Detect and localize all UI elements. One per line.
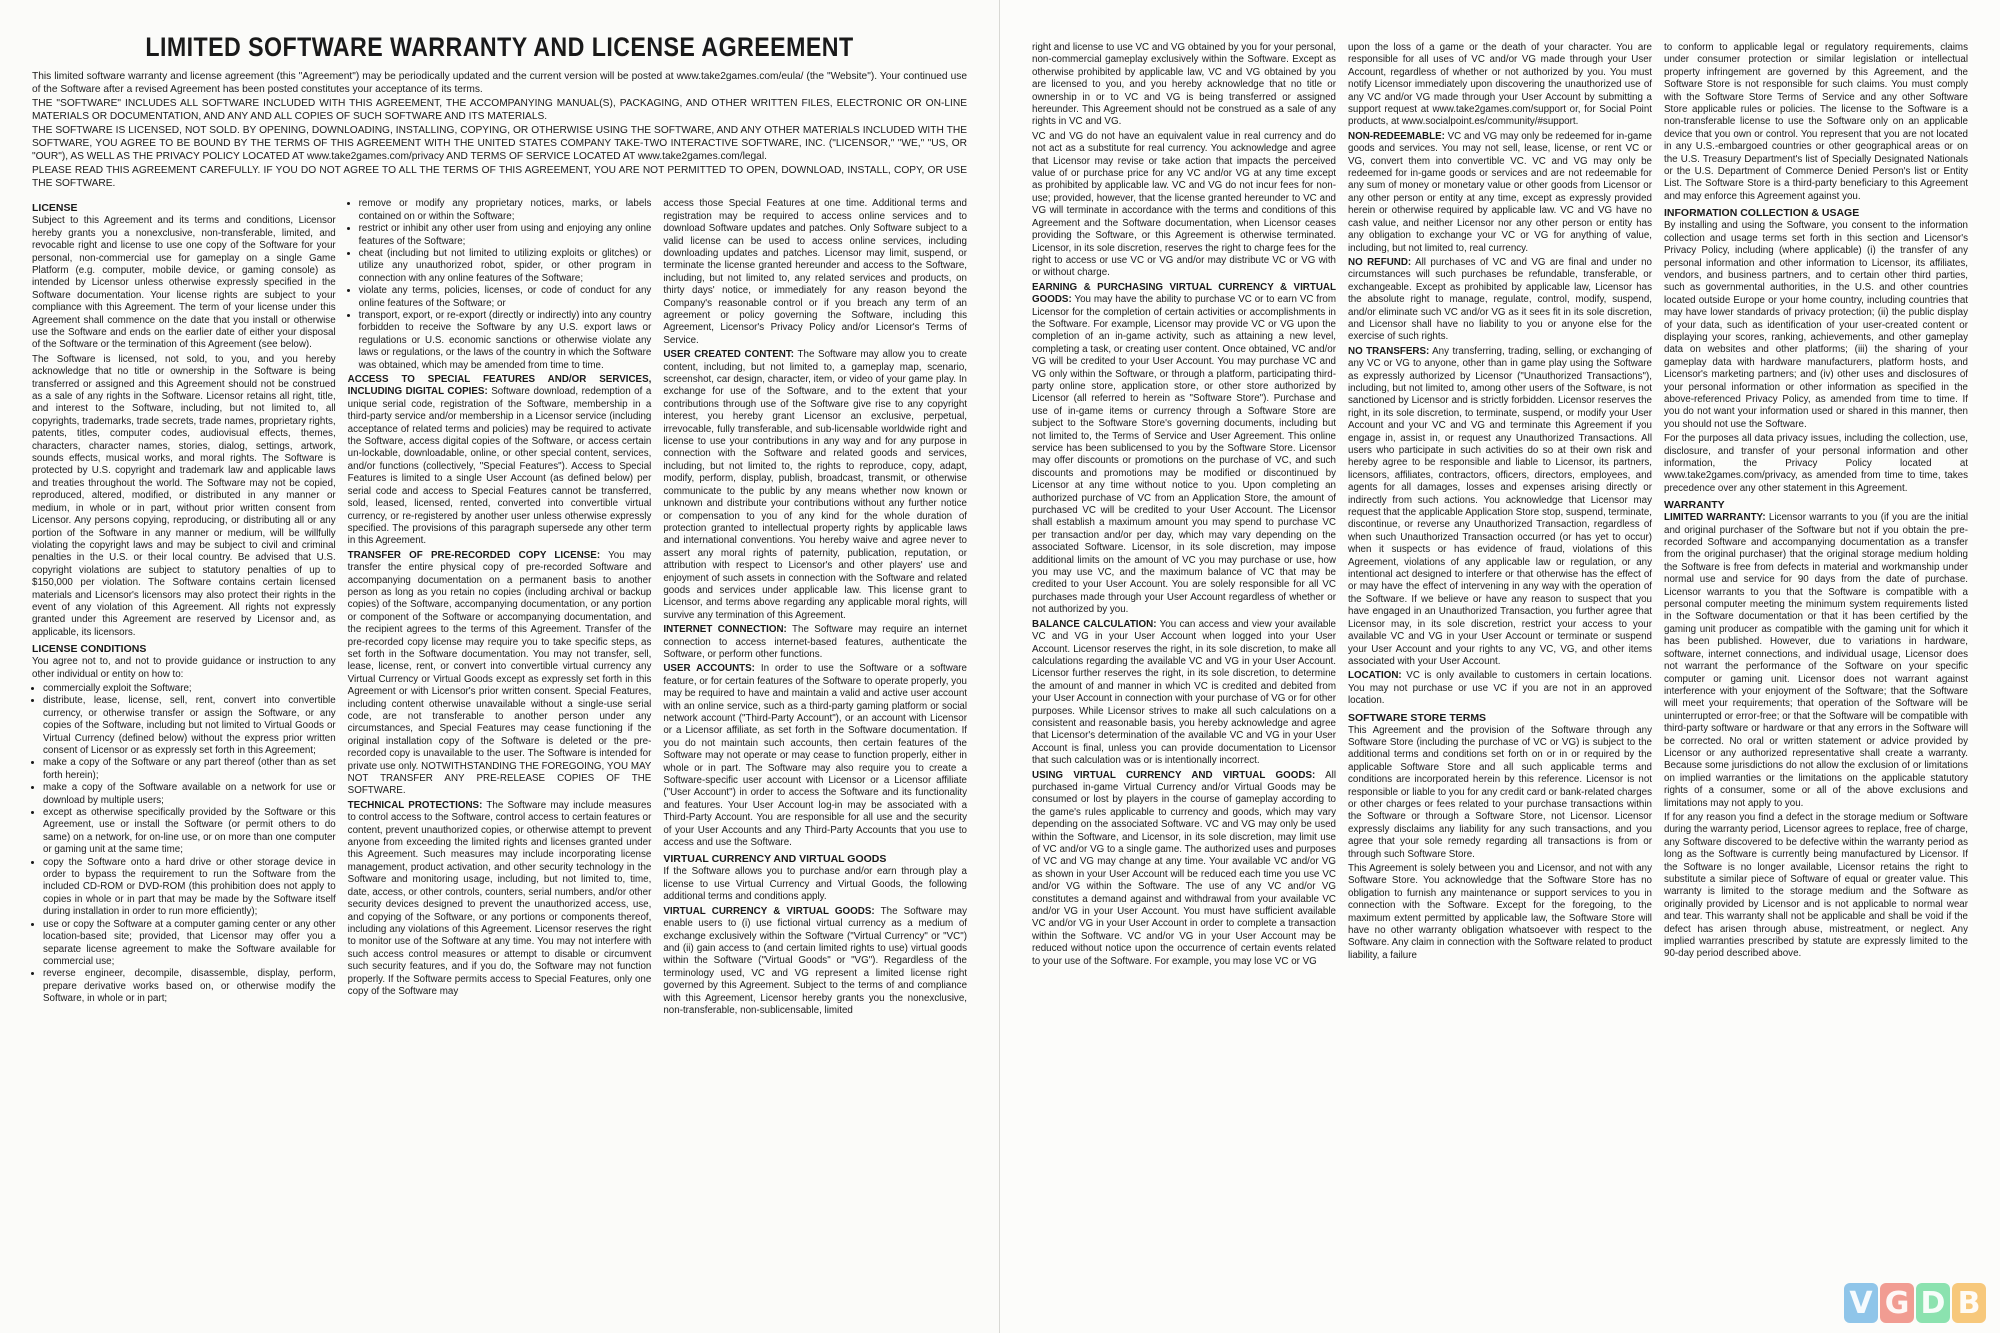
intro-paragraph: THE "SOFTWARE" INCLUDES ALL SOFTWARE INCLUDED WITH THIS AGREEMENT, THE ACCOMPANYING MANUAL(S), PACKAGING, AND OTHER WRITTEN FILES, ELECTRONIC OR ON-LINE MATERIALS OR DOCUMENTATION, AND ANY AND ALL COPIES OF SUCH SOFTWARE AND ITS MATERIALS. [32,98,967,122]
paragraph-lead: NON-REDEEMABLE: [1348,130,1445,142]
paragraph-body: VC is only available to customers in certain locations. You may not purchase or use VC if you are not in an approved location. [1348,670,1652,707]
paragraph-lead: BALANCE CALCULATION: [1032,618,1157,630]
paragraph [1348,670,1652,707]
paragraph [663,906,967,1018]
paragraph: This Agreement is solely between you and Licensor, and not with any Software Store. You acknowledge that the Software Store has no obligation to furnish any maintenance or support services to you in connection with the Software. Except for the foregoing, to the maximum extent permitted by applicable law, the Software Store will have no other warranty obligation whatsoever with respect to the Software. Any claim in connection with the Software related to product liability, a failure [1348,863,1652,961]
paragraph [348,800,652,999]
paragraph-body: Software download, redemption of a unique serial code, registration of the Software, membership in a third-party service and/or membership in a Licensor service (including acceptance of related terms and policies) may be required to activate the Software, access digital copies of the Software, or access certain un-lockable, downloadable, online, or other special content, services, and/or functions (collectively, "Special Features"). Access to Special Features is limited to a single User Account (as defined below) per serial code and access to Special Features cannot be transferred, sold, leased, licensed, rented, converted into convertible virtual currency, or re-registered by another user unless otherwise expressly specified. The provisions of this paragraph supersede any other term in this Agreement. [347,386,652,547]
paragraph [663,663,967,849]
paragraph: to conform to applicable legal or regulatory requirements, claims under consumer protection or similar legislation or intellectual property infringement are governed by this Agreement, and the Software Store is not responsible for such claims. You must comply with the Software Store Terms of Service and any other Software Store applicable rules or policies. The license to the Software is a non-transferable license to use the Software only on an applicable device that you own or control. You represent that you are not located in any U.S.-embargoed countries or other geographical areas or on the U.S. Treasury Department's list of Specially Designated Nationals or the U.S. Department of Commerce Denied Person's list or Entity List. The Software Store is a third-party beneficiary to this Agreement and may enforce this Agreement against you. [1664,42,1968,202]
paragraph-body: All purchased in-game Virtual Currency and/or Virtual Goods may be consumed or lost by players in the course of gameplay according to the game's rules applicable to currency and goods, which may vary depending on the associated Software. VC and VG may only be used within the Software, and Licensor, in its sole discretion, may limit use of VC and/or VG to a single game. The authorized uses and purposes of VC and VG may change at any time. Your available VC and/or VG as shown in your User Account will be reduced each time you use VC and/or VG within the Software. The use of any VC and/or VG constitutes a demand against and withdrawal from your available VC and/or VG in your User Account. You must have sufficient available VC and/or VG in your User Account in order to complete a transaction within the Software. VC and/or VG in your User Account may be reduced without notice upon the occurrence of certain events related to your use of the Software. For example, you may lose VC or VG [1032,769,1336,967]
paragraph-lead: NO TRANSFERS: [1348,345,1430,357]
paragraph [663,624,967,661]
paragraph [1348,257,1652,344]
paragraph [1664,512,1968,810]
list-item: • use or copy the Software at a computer gaming center or any other location-based site; provided, that Licensor may offer you a separate license agreement to make the Software available for commercial use; [43,919,336,969]
paragraph-lead: TRANSFER OF PRE-RECORDED COPY LICENSE: [347,549,601,561]
paragraph: If for any reason you find a defect in the storage medium or Software during the warranty period, Licensor agrees to replace, free of charge, any Software discovered to be defective within the warranty period as long as the Software is currently being manufactured by Licensor. If the Software is no longer available, Licensor retains the right to substitute a similar piece of Software of equal or greater value. This warranty is limited to the storage medium and the Software as originally provided by Licensor and is not applicable to normal wear and tear. This warranty shall not be applicable and shall be void if the defect has arisen through abuse, mistreatment, or neglect. Any implied warranties prescribed by statute are expressly limited to the 90-day period described above. [1664,811,1968,960]
left-columns [32,198,967,1019]
paragraph: This Agreement and the provision of the Software through any Software Store (including the purchase of VC or VG) is subject to the additional terms and conditions set forth on or in or required by the applicable Software Store and all such applicable terms and conditions are incorporated herein by this reference. Licensor is not responsible or liable to you for any credit card or bank-related charges or other charges or fees related to your purchase transactions within the Software or through a Software Store, not Licensor. Licensor expressly disclaims any liability for any such transactions, and you agree that your sole remedy regarding all transactions is from or through such Software Store. [1348,724,1652,860]
section-heading-warranty: WARRANTY [1664,499,1725,512]
paragraph: For the purposes all data privacy issues, including the collection, use, disclosure, and transfer of your personal information and other information, the Privacy Policy located at www.take2games.com/privacy, as amended from time to time, takes precedence over any other statement in this Agreement. [1664,433,1968,494]
list-item: • cheat (including but not limited to utilizing exploits or glitches) or utilize any unauthorized robot, spider, or other program in connection with any online features of the Software; [359,248,652,285]
section-heading-information-collection: INFORMATION COLLECTION & USAGE [1664,207,1860,220]
list-item: • copy the Software onto a hard drive or other storage device in order to bypass the requirement to run the Software from the included CD-ROM or DVD-ROM (this prohibition does not apply to copies in whole or in part that may be made by the Software itself during installation in order to run more efficiently); [43,857,336,919]
paragraph: The Software is licensed, not sold, to you, and you hereby acknowledge that no title or ownership in the Software is being transferred or assigned and this Agreement should not be construed as a sale of any rights in the Software. Licensor retains all right, title, and interest to the Software, including, but not limited to, all copyrights, trademarks, trade secrets, trade names, proprietary rights, patents, titles, computer codes, audiovisual effects, themes, characters, character names, stories, dialog, settings, artwork, sounds effects, musical works, and moral rights. The Software is protected by U.S. copyright and trademark law and applicable laws and treaties throughout the world. The Software may not be copied, reproduced, altered, modified, or distributed in any manner or medium, in whole or in part, without prior written consent from Licensor. Any persons copying, reproducing, or distributing all or any portion of the Software in any manner or medium, will be willfully violating the copyright laws and may be subject to civil and criminal penalties in the U.S. or their local country. Be advised that U.S. copyright violations are subject to statutory penalties of up to $150,000 per violation. The Software contains certain licensed materials and Licensor's licensors may also protect their rights in the event of any violation of this Agreement. All rights not expressly granted under this Agreement are reserved by Licensor and, as applicable, its licensors. [32,353,336,638]
paragraph: VC and VG do not have an equivalent value in real currency and do not act as a substitute for real currency. You acknowledge and agree that Licensor may revise or take action that impacts the perceived value of or purchase price for any VC and/or VG at any time except as prohibited by applicable law. VC and VG do not incur fees for non-use; provided, however, that the license granted hereunder to VC and VG will terminate in accordance with the terms and conditions of this Agreement and the Software documentation, when Licensor ceases providing the Software, or this Agreement is otherwise terminated. Licensor, in its sole discretion, reserves the right to charge fees for the right to access or use VC or VG and/or may distribute VC or VG with or without charge. [1032,130,1336,279]
paragraph-lead: LOCATION: [1348,670,1402,682]
watermark-letter: D [1916,1283,1950,1323]
vgdb-watermark [1844,1283,1986,1323]
paragraph [1348,346,1652,669]
paragraph-body: Licensor warrants to you (if you are the initial and original purchaser of the Software but not if you obtain the pre-recorded Software and accompanying documentation as a transfer from the original purchaser) that the original storage medium holding the Software is free from defects in material and workmanship under normal use and service for 90 days from the date of purchase. Licensor warrants to you that the Software is compatible with a personal computer meeting the minimum system requirements listed in the Software documentation or that it has been certified by the gaming unit producer as compatible with the gaming unit for which it has been published. However, due to variations in hardware, software, internet connections, and individual usage, Licensor does not warrant the performance of the Software on your specific computer or gaming unit. Licensor does not warrant against interference with your enjoyment of the Software; that the Software will meet your requirements; that operation of the Software will be uninterrupted or error-free; or that the Software will be compatible with third-party software or hardware or that any errors in the Software will be corrected. No oral or written statement or advice provided by Licensor or any authorized representative shall create a warranty. Because some jurisdictions do not allow the exclusion of or limitations on implied warranties or the limitations on the applicable statutory rights of a consumer, some or all of the above exclusions and limitations may not apply to you. [1664,512,1968,809]
watermark-letter: G [1880,1283,1914,1323]
right-columns [1032,42,1968,970]
watermark-letter: B [1952,1283,1986,1323]
paragraph [1348,131,1652,255]
section-heading-software-store-terms: SOFTWARE STORE TERMS [1348,711,1487,724]
conditions-list-continued [348,198,652,372]
watermark-letter: V [1844,1283,1878,1323]
list-item: • commercially exploit the Software; [43,683,336,695]
paragraph-lead: USER ACCOUNTS: [663,663,755,675]
intro-paragraph: THE SOFTWARE IS LICENSED, NOT SOLD. BY OPENING, DOWNLOADING, INSTALLING, COPYING, OR OTHERWISE USING THE SOFTWARE, AND ANY OTHER MATERIALS INCLUDED WITH THE SOFTWARE, YOU AGREE TO BE BOUND BY THE TERMS OF THIS AGREEMENT WITH THE UNITED STATES COMPANY TAKE-TWO INTERACTIVE SOFTWARE, INC. ("LICENSOR," "WE," "US, OR "OUR"), AS WELL AS THE PRIVACY POLICY LOCATED AT www.take2games.com/privacy AND TERMS OF SERVICE LOCATED AT www.take2games.com/legal. [32,125,967,162]
paragraph-body: The Software may enable users to (i) use fictional virtual currency as a medium of exchange exclusively within the Software ("Virtual Currency" or "VC") and (ii) gain access to (and certain limited rights to use) virtual goods within the Software ("Virtual Goods" or "VG"). Regardless of the terminology used, VC and VG represent a limited license right governed by this Agreement. Subject to the terms of and compliance with this Agreement, Licensor hereby grants you the nonexclusive, non-transferable, non-sublicensable, limited [663,905,968,1016]
right-page [1000,0,2000,1333]
paragraph-lead: ACCESS TO SPECIAL FEATURES AND/OR SERVICES, INCLUDING DIGITAL COPIES: [347,374,652,398]
paragraph-body: The Software may require an internet connection to access internet-based features, authenticate the Software, or perform other functions. [663,624,968,660]
paragraph-body: VC and VG may only be redeemed for in-game goods and services. You may not sell, lease, license, or rent VC or VG, convert them into convertible VC. VC and VG may only be redeemed for in-game goods or services and are not redeemable for any sum of money or monetary value or other goods from Licensor or any other person or entity at any time, except as expressly provided herein or otherwise required by applicable law. VC and VG have no cash value, and neither Licensor nor any other person or entity has any obligation to exchange your VC or VG for anything of value, including, but not limited to, real currency. [1348,130,1652,254]
list-item: • reverse engineer, decompile, disassemble, display, perform, prepare derivative works based on, or otherwise modify the Software, in whole or in part; [43,968,336,1005]
paragraph: By installing and using the Software, you consent to the information collection and usage terms set forth in this section and Licensor's Privacy Policy, including (where applicable) (i) the transfer of any personal information and other information to Licensor, its affiliates, vendors, and business partners, and to certain other third parties, such as governmental authorities, in the U.S. and other countries located outside Europe or your home country, including countries that may have lower standards of privacy protection; (ii) the public display of your data, such as identification of your user-created content or displaying your scores, ranking, achievements, and other gameplay data on websites and other platforms; (iii) the sharing of your gameplay data with hardware manufacturers, platform hosts, and Licensor's marketing partners; and (iv) other uses and disclosures of your personal information or other information as specified in the above-referenced Privacy Policy, as amended from time to time. If you do not want your information used or shared in this manner, then you should not use the Software. [1664,220,1968,430]
paragraph-body: In order to use the Software or a software feature, or for certain features of the Software to operate properly, you may be required to have and maintain a valid and active user account with an online service, such as a third-party gaming platform or social network account ("Third-Party Account"), or an account with Licensor or a Licensor affiliate, as set forth in the Software documentation. If you do not maintain such accounts, then certain features of the Software may not operate or may cease to function properly, either in whole or in part. The Software may also require you to create a Software-specific user account with Licensor or a Licensor affiliate ("User Account") in order to access the Software and its functionality and features. Your User Account log-in may be associated with a Third-Party Account. You are responsible for all use and the security of your User Accounts and any Third-Party Accounts that you use to access and use the Software. [663,663,968,849]
paragraph-lead: VIRTUAL CURRENCY & VIRTUAL GOODS: [663,905,875,917]
paragraph-lead: LIMITED WARRANTY: [1664,512,1766,524]
intro-paragraph: This limited software warranty and license agreement (this "Agreement") may be periodically updated and the current version will be posted at www.take2games.com/eula/ (the "Website"). Your continued use of the Software after a revised Agreement has been posted constitutes your acceptance of its terms. [32,71,967,95]
section-heading-license: LICENSE [32,202,78,215]
list-item: • violate any terms, policies, licenses, or code of conduct for any online features of the Software; or [359,285,652,310]
paragraph-lead: USING VIRTUAL CURRENCY AND VIRTUAL GOODS: [1032,769,1316,781]
list-item: • remove or modify any proprietary notices, marks, or labels contained on or within the Software; [359,198,652,223]
list-item: • except as otherwise specifically provided by the Software or this Agreement, use or install the Software (or permit others to do same) on a network, for on-line use, or on more than one computer or gaming unit at the same time; [43,807,336,857]
conditions-list [32,683,336,1006]
paragraph [1032,770,1336,969]
paragraph-body: Any transferring, trading, selling, or exchanging of any VC or VG to anyone, other than in game play using the Software as expressly authorized by Licensor ("Unauthorized Transactions"), including, but not limited to, among other users of the Software, is not sanctioned by Licensor and is strictly forbidden. Licensor reserves the right, in its sole discretion, to terminate, suspend, or modify your User Account and your VC and VG and terminate this Agreement if you engage in, assist in, or request any Unauthorized Transactions. All users who participate in such activities do so at their own risk and hereby agree to be responsible and liable to Licensor, its partners, licensors, affiliates, contractors, officers, directors, employees, and agents for all damages, losses and expenses arising directly or indirectly from such actions. You acknowledge that Licensor may request that the applicable Application Store stop, suspend, terminate, discontinue, or reverse any Unauthorized Transaction, regardless of when such Unauthorized Transaction occurred (or has yet to occur) when it suspects or has evidence of fraud, violations of this Agreement, violations of any applicable law or regulation, or any intentional act designed to interfere or that otherwise has the effect of or may have the effect of intervening in any way with the operation of the Software. If we believe or have any reason to suspect that you have engaged in an Unauthorized Transaction, you further agree that Licensor may, in its sole discretion, restrict your access to your available VC and VG in your User Account or terminate or suspend your User Account and your rights to any VC, VG, and other items associated with your User Account. [1348,345,1652,667]
section-heading-virtual-currency: VIRTUAL CURRENCY AND VIRTUAL GOODS [663,853,887,866]
paragraph-lead: EARNING & PURCHASING VIRTUAL CURRENCY & VIRTUAL GOODS: [1032,281,1336,306]
left-column-3 [663,198,967,1019]
agreement-title: LIMITED SOFTWARE WARRANTY AND LICENSE AGREEMENT [145,32,854,62]
paragraph-lead: USER CREATED CONTENT: [663,349,795,361]
paragraph-body: You may transfer the entire physical copy of pre-recorded Software and accompanying documentation on a permanent basis to another person as long as you retain no copies (including archival or backup copies) of the Software, accompanying documentation, or any portion or component of the Software or accompanying documentation, and the recipient agrees to the terms of this Agreement. Transfer of the pre-recorded copy license may require you to take specific steps, as set forth in the Software documentation. You may not transfer, sell, lease, license, rent, or convert into convertible virtual currency any Virtual Currency or Virtual Goods except as expressly set forth in this Agreement or with Licensor's prior written consent. Special Features, including content otherwise unavailable without a single-use serial code, are not transferable to another person under any circumstances, and Special Features may cease functioning if the original installation copy of the Software is deleted or the pre-recorded copy is unavailable to the user. The Software is intended for private use only. NOTWITHSTANDING THE FOREGOING, YOU MAY NOT TRANSFER ANY PRE-RELEASE COPIES OF THE SOFTWARE. [347,549,652,797]
paragraph [1032,282,1336,617]
intro-paragraph: PLEASE READ THIS AGREEMENT CAREFULLY. IF YOU DO NOT AGREE TO ALL THE TERMS OF THIS AGREEMENT, YOU ARE NOT PERMITTED TO OPEN, DOWNLOAD, INSTALL, COPY, OR USE THE SOFTWARE. [32,165,967,189]
right-column-3 [1664,42,1968,970]
left-column-1 [32,198,336,1019]
paragraph [663,349,967,622]
paragraph: upon the loss of a game or the death of your character. You are responsible for all uses of VC and/or VG made through your User Account, regardless of whether or not authorized by you. You must notify Licensor immediately upon discovering the unauthorized use of any VC and/or VG made through your User Account by submitting a support request at www.take2games.com/support or, for Social Point products, at www.socialpoint.es/community/#support. [1348,42,1652,128]
list-item: • transport, export, or re-export (directly or indirectly) into any country forbidden to receive the Software by any U.S. export laws or regulations or U.S. economic sanctions or otherwise violate any laws or regulations, or the laws of the country in which the Software was obtained, which may be amended from time to time. [359,310,652,372]
list-item: • make a copy of the Software or any part thereof (other than as set forth herein); [43,757,336,782]
list-item: • make a copy of the Software available on a network for use or download by multiple users; [43,782,336,807]
paragraph-body: The Software may include measures to control access to the Software, control access to certain features or content, prevent unauthorized copies, or otherwise attempt to prevent anyone from exceeding the limited rights and licenses granted under this Agreement. Such measures may include incorporating license management, product activation, and other security technology in the Software and monitoring usage, including, but not limited to, time, date, access, or other controls, counters, serial numbers, and/or other security devices designed to prevent the unauthorized access, use, and copying of the Software, or any portions or components thereof, including any violations of this Agreement. Licensor reserves the right to monitor use of the Software at any time. You may not interfere with such access control measures or attempt to disable or circumvent such security features, and if you do, the Software may not function properly. If the Software permits access to Special Features, only one copy of the Software may [347,799,652,997]
paragraph: You agree not to, and not to provide guidance or instruction to any other individual or entity on how to: [32,656,336,680]
paragraph-body: You may have the ability to purchase VC or to earn VC from Licensor for the completion of certain activities or accomplishments in the Software. For example, Licensor may provide VC or VG upon the completion of an in-game activity, such as attaining a new level, completing a task, or creating user content. Once obtained, VC and/or VG will be credited to your User Account. You may purchase VC and VG only within the Software, or through a platform, participating third-party online store, application store, or other store authorized by Licensor (all referred to herein as "Software Store"). Purchase and use of in-game items or currency through a Software Store are subject to the Software Store's governing documents, including but not limited to, the Terms of Service and User Agreement. This online service has been sublicensed to you by the Software Store. Licensor may offer discounts or promotions on the purchase of VC, and such discounts and promotions may be modified or discontinued by Licensor at any time without notice to you. Upon completing an authorized purchase of VC from an Application Store, the amount of purchased VC will be credited to your User Account. The Licensor shall establish a maximum amount you may spend to purchase VC per transaction and/or per day, which may vary depending on the associated Software. Licensor, in its sole discretion, may impose additional limits on the amount of VC you may purchase or use, how you may use VC, and the maximum balance of VC that may be credited to your User Account. You are solely responsible for all VC purchases made through your User Account regardless of whether or not authorized by you. [1032,294,1336,616]
paragraph-lead: NO REFUND: [1348,256,1412,268]
right-column-2 [1348,42,1652,970]
paragraph: Subject to this Agreement and its terms and conditions, Licensor hereby grants you a nonexclusive, non-transferable, limited, and revocable right and license to use one copy of the Software for your personal, non-commercial use for gameplay on a single Game Platform (e.g. computer, mobile device, or gaming console) as intended by Licensor unless otherwise expressly specified in the Software documentation. Your license rights are subject to your compliance with this Agreement. The term of your license under this Agreement shall commence on the date that you install or otherwise use the Software and ends on the earlier date of either your disposal of the Software or the termination of this Agreement (see below). [32,215,336,351]
list-item: • restrict or inhibit any other user from using and enjoying any online features of the Software; [359,223,652,248]
paragraph-body: All purchases of VC and VG are final and under no circumstances will such purchases be refundable, transferable, or exchangeable. Except as prohibited by applicable law, Licensor has the absolute right to manage, regulate, control, modify, suspend, and/or eliminate such VC and/or VG as it sees fit in its sole discretion, and Licensor shall have no liability to you or anyone else for the exercise of such rights. [1348,256,1653,343]
paragraph-lead: TECHNICAL PROTECTIONS: [347,799,483,811]
paragraph: If the Software allows you to purchase and/or earn through play a license to use Virtual Currency and Virtual Goods, the following additional terms and conditions apply. [663,866,968,903]
right-column-1 [1032,42,1336,970]
intro-section [32,71,967,190]
paragraph: right and license to use VC and VG obtained by you for your personal, non-commercial gameplay exclusively within the Software. Except as otherwise prohibited by applicable law, VC and VG obtained by you are licensed to you, and you hereby acknowledge that no title or ownership in or to VC and VG is being transferred or assigned hereunder. This Agreement should not be construed as a sale of any rights in VC and VG. [1032,42,1336,128]
paragraph-body: The Software may allow you to create content, including, but not limited to, a gameplay map, scenario, screenshot, car design, character, item, or video of your game play. In exchange for use of the Software, and to the extent that your contributions through use of the Software give rise to any copyright interest, you hereby grant Licensor an exclusive, perpetual, irrevocable, fully transferable, and sub-licensable worldwide right and license to use your contributions in any way and for any purpose in connection with the Software and related goods and services, including, but not limited to, the rights to reproduce, copy, adapt, modify, perform, display, publish, broadcast, transmit, or otherwise communicate to the public by any means whether now known or unknown and distribute your contributions without any further notice or compensation to you of any kind for the whole duration of protection granted to intellectual property rights by applicable laws and international conventions. You hereby waive and agree never to assert any moral rights of paternity, publication, reputation, or attribution with respect to Licensor's and other players' use and enjoyment of such assets in connection with the Software and related goods and services under applicable law. This license grant to Licensor, and terms above regarding any applicable moral rights, will survive any termination of this Agreement. [663,349,968,621]
paragraph [348,550,652,798]
paragraph: access those Special Features at one time. Additional terms and registration may be required to access online services and to download Software updates and patches. Only Software subject to a valid license can be used to access online services, including downloading updates and patches. Licensor may limit, suspend, or terminate the license granted hereunder and access to the Software, including, but not limited to, any related services and products, on thirty days' notice, or immediately for any reason beyond the Company's reasonable control or if you breach any term of an agreement or policy governing the Software, including this Agreement, Licensor's Privacy Policy and/or Licensor's Terms of Service. [663,198,968,346]
list-item: • distribute, lease, license, sell, rent, convert into convertible currency, or otherwise transfer or assign the Software, or any copies of the Software, including but not limited to Virtual Goods or Virtual Currency (defined below) without the express prior written consent of Licensor or as expressly set forth in this Agreement; [43,695,336,757]
paragraph [348,374,652,548]
paragraph-lead: INTERNET CONNECTION: [663,624,787,636]
paragraph [1032,619,1336,768]
left-column-2 [348,198,652,1019]
paragraph-body: You can access and view your available VC and VG in your User Account when logged into your User Account. Licensor reserves the right, in its sole discretion, to make all calculations regarding the available VC and VG in your User Account. Licensor further reserves the right, in its sole discretion, to determine the amount of and manner in which VC is credited and debited from your User Account in connection with your purchase of VG or for other purposes. While Licensor strives to make all such calculations on a consistent and reasonable basis, you hereby acknowledge and agree that Licensor's determination of the available VC and VG in your User Account is final, unless you can provide documentation to Licensor that such calculation was or is intentionally incorrect. [1032,618,1336,767]
section-heading-license-conditions: LICENSE CONDITIONS [32,643,147,656]
